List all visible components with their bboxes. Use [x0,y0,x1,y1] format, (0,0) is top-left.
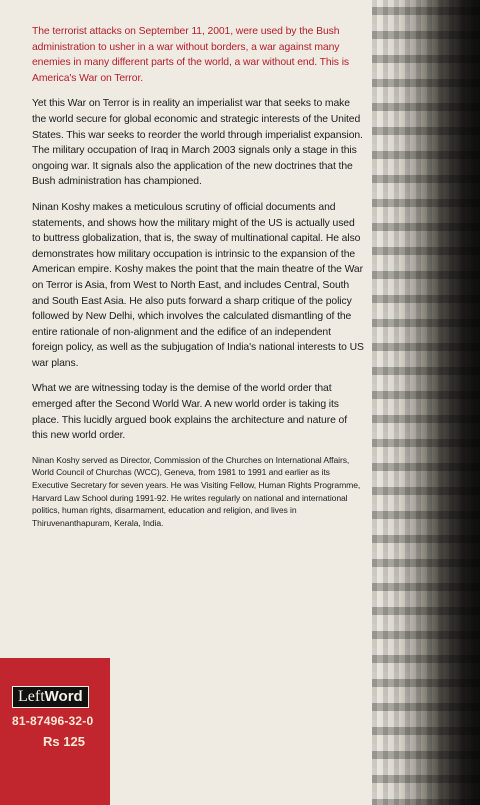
isbn-number: 81-87496-32-0 [12,714,94,728]
lead-paragraph: The terrorist attacks on September 11, 2001, were used by the Bush administration to usher in a war without borders, a war against many enemies in many different parts of the world, a war without end. This is America's War on Terror. [32,26,349,84]
logo-part-2: Word [44,688,83,705]
body-paragraph-2: Ninan Koshy makes a meticulous scrutiny of official documents and statements, and shows how the military might of the US is actually used to buttress globalization, that is, the sway of multinational capital. He also demonstrates how military occupation is intrinsic to the expansion of the American empire. Koshy makes the point that the main theatre of the War on Terror is Asia, from West to North East, and includes Central, South and South East Asia. He also puts forward a sharp critique of the policy followed by New Delhi, which involves the calculated dismantling of the entire rationale of non-alignment and the edifice of an independent foreign policy, as well as the subjugation of India's national interests to US war plans. [32,201,364,369]
blurb-column [32,24,364,539]
body-paragraph-3: What we are witnessing today is the demise of the world order that emerged after the Second World War. A new world order is taking its place. This lucidly argued book explains the architecture and nature of this new world order. [32,383,348,442]
soldiers-photo [372,0,480,805]
author-bio: Ninan Koshy served as Director, Commission of the Churches on International Affairs, World Council of Churchas (WCC), Geneva, from 1981 to 1991 and earlier as its Executive Secretary for seven years. He was Visiting Fellow, Human Rights Programme, Harvard Law School during 1991-92. He writes regularly on national and international politics, human rights, disarmament, education and religion, and lives in Thiruvenanthapuram, Kerala, India. [32,454,361,528]
logo-part-1: Left [18,688,45,705]
publisher-logo [12,686,89,708]
photo-texture [372,0,480,805]
price-label: Rs 125 [43,734,85,749]
publisher-badge [0,658,110,805]
body-paragraph-1: Yet this War on Terror is in reality an imperialist war that seeks to make the world secure for global economic and strategic interests of the United States. This war seeks to reorder the world through imperialist expansion. The military occupation of Iraq in March 2003 signals only a stage in this ongoing war. It signals also the application of the new doctrines that the Bush administration has championed. [32,98,363,188]
